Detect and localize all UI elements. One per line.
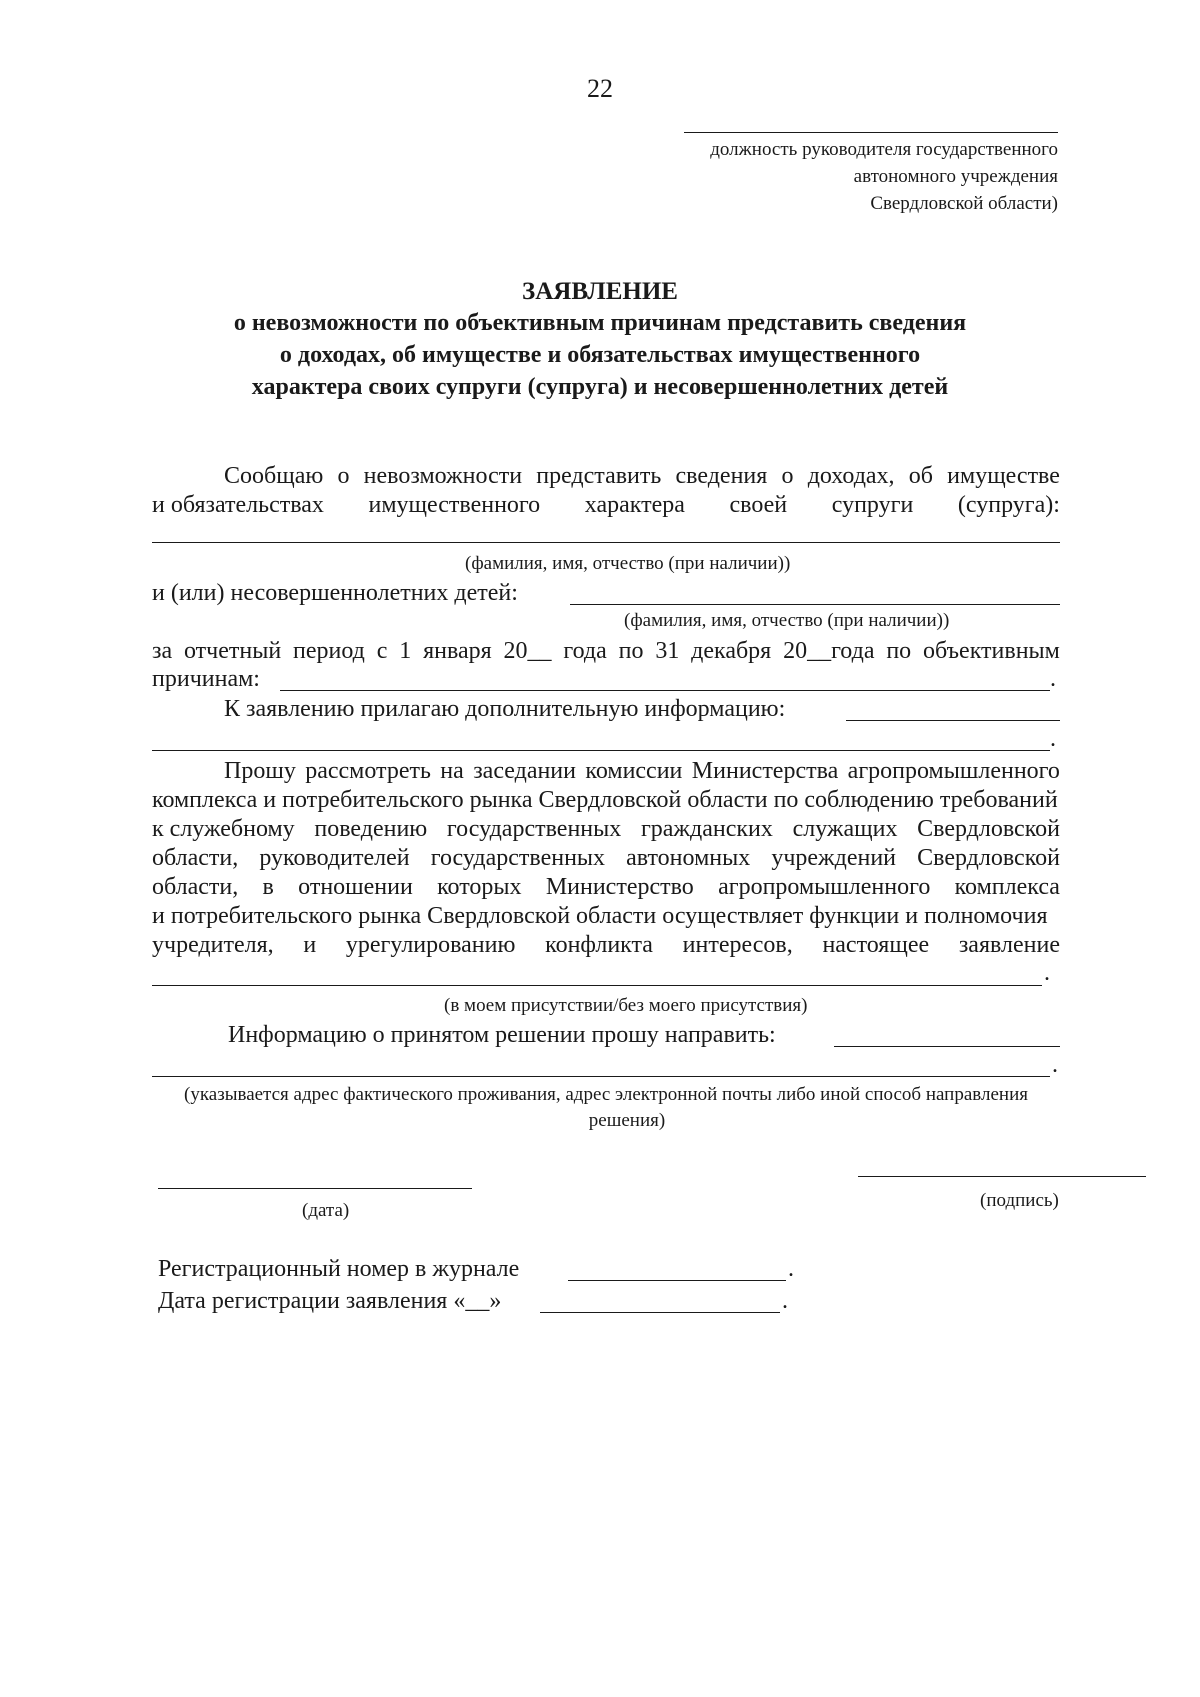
paragraph-line xyxy=(224,463,1060,490)
paragraph-word: Свердловской xyxy=(917,845,1060,871)
paragraph-word: агропромышленного xyxy=(718,874,931,900)
paragraph-word: с xyxy=(376,638,388,664)
line-end-dot: . xyxy=(1044,960,1050,986)
paragraph-line xyxy=(152,816,1060,843)
line-end-dot: . xyxy=(1050,726,1056,752)
addressee-blank-line[interactable] xyxy=(684,132,1058,133)
paragraph-word: к служебному xyxy=(152,816,295,842)
paragraph-word: гражданских xyxy=(640,816,773,842)
paragraph-word: области, xyxy=(152,845,239,871)
paragraph-word: руководителей xyxy=(259,845,410,871)
paragraph-line xyxy=(152,903,1060,930)
info-label: Информацию о принятом решении прошу направить: xyxy=(228,1022,776,1048)
line-end-dot: . xyxy=(1052,1052,1058,1078)
paragraph-word: служащих xyxy=(792,816,898,842)
field-caption: (фамилия, имя, отчество (при наличии)) xyxy=(465,553,791,574)
paragraph-word: характера xyxy=(584,492,685,518)
field-caption: (фамилия, имя, отчество (при наличии)) xyxy=(624,610,950,631)
document-subtitle: характера своих супруги (супруга) и несовершеннолетних детей xyxy=(251,374,949,400)
attach-field[interactable] xyxy=(846,720,1060,721)
paragraph-word: 1 xyxy=(399,638,412,664)
info-field[interactable] xyxy=(834,1046,1060,1047)
paragraph-line xyxy=(152,787,1060,814)
page-number: 22 xyxy=(587,74,613,103)
paragraph-word: Прошу xyxy=(224,758,296,784)
reasons-label: причинам: xyxy=(152,666,260,692)
paragraph-word: невозможности xyxy=(363,463,523,489)
paragraph-word: имущественного xyxy=(368,492,541,518)
paragraph-word: в xyxy=(262,874,274,900)
line-end-dot: . xyxy=(782,1288,788,1314)
paragraph-word: Министерства xyxy=(691,758,839,784)
paragraph-word: интересов, xyxy=(682,932,793,958)
paragraph-word: объективным xyxy=(923,638,1060,664)
children-label: и (или) несовершеннолетних детей: xyxy=(152,580,518,606)
paragraph-line xyxy=(224,758,1060,785)
paragraph-word: государственных xyxy=(430,845,606,871)
paragraph-word: представить xyxy=(536,463,662,489)
paragraph-word: урегулированию xyxy=(345,932,516,958)
paragraph-word: заявление xyxy=(958,932,1060,958)
paragraph-word: об xyxy=(908,463,933,489)
paragraph-word: и xyxy=(303,932,317,958)
paragraph-word: период xyxy=(293,638,365,664)
line-end-dot: . xyxy=(788,1256,794,1282)
registration-date-field[interactable] xyxy=(540,1312,780,1313)
paragraph-word: 20__года xyxy=(783,638,875,664)
field-caption: (указывается адрес фактического проживания, адрес электронной почты либо иной способ направления xyxy=(184,1084,1028,1105)
addressee-line: автономного учреждения xyxy=(853,166,1058,187)
paragraph-word: супруги xyxy=(831,492,914,518)
paragraph-word: 31 xyxy=(655,638,680,664)
field-caption: (дата) xyxy=(302,1200,350,1221)
paragraph-word: декабря xyxy=(691,638,772,664)
line-end-dot: . xyxy=(1050,666,1056,692)
paragraph-text: и потребительского рынка Свердловской области осуществляет функции и полномочия xyxy=(152,903,1048,929)
paragraph-word: поведению xyxy=(314,816,428,842)
spouse-name-field[interactable] xyxy=(152,542,1060,543)
paragraph-word: рассмотреть xyxy=(305,758,431,784)
document-subtitle: о невозможности по объективным причинам представить сведения xyxy=(233,310,967,336)
paragraph-word: (супруга): xyxy=(957,492,1060,518)
paragraph-word: которых xyxy=(437,874,522,900)
journal-label: Регистрационный номер в журнале xyxy=(158,1256,520,1282)
paragraph-word: отчетный xyxy=(183,638,282,664)
paragraph-word: автономных xyxy=(626,845,751,871)
paragraph-word: заседании xyxy=(473,758,576,784)
addressee-line: Свердловской области) xyxy=(870,193,1058,214)
paragraph-line xyxy=(152,874,1060,901)
children-name-field[interactable] xyxy=(570,604,1060,605)
signature-field[interactable] xyxy=(858,1176,1146,1177)
field-caption: решения) xyxy=(588,1110,666,1131)
paragraph-word: по xyxy=(886,638,912,664)
paragraph-word: по xyxy=(618,638,644,664)
paragraph-line xyxy=(152,932,1060,959)
paragraph-word: сведения xyxy=(675,463,768,489)
reasons-field[interactable] xyxy=(280,690,1050,691)
paragraph-word: имуществе xyxy=(947,463,1060,489)
addressee-block xyxy=(710,136,1058,217)
attach-field-continued[interactable] xyxy=(152,750,1050,751)
document-subtitle: о доходах, об имуществе и обязательствах имущественного xyxy=(279,342,921,368)
paragraph-word: Министерство xyxy=(545,874,694,900)
paragraph-word: Свердловской xyxy=(917,816,1060,842)
paragraph-word: о xyxy=(781,463,794,489)
paragraph-word: 20__ xyxy=(503,638,552,664)
field-caption: (подпись) xyxy=(980,1190,1059,1211)
paragraph-line xyxy=(152,492,1060,519)
field-caption: (в моем присутствии/без моего присутствия) xyxy=(444,995,808,1016)
paragraph-word: своей xyxy=(729,492,788,518)
paragraph-word: за xyxy=(152,638,173,664)
registration-date-label: Дата регистрации заявления «__» xyxy=(158,1288,502,1314)
paragraph-word: отношении xyxy=(298,874,413,900)
paragraph-line xyxy=(152,638,1060,665)
addressee-line: должность руководителя государственного xyxy=(710,139,1058,160)
paragraph-word: Сообщаю xyxy=(224,463,324,489)
paragraph-word: настоящее xyxy=(822,932,930,958)
date-field[interactable] xyxy=(158,1188,472,1189)
paragraph-word: и обязательствах xyxy=(152,492,324,518)
paragraph-word: агропромышленного xyxy=(847,758,1060,784)
paragraph-word: доходах, xyxy=(807,463,895,489)
paragraph-word: учредителя, xyxy=(152,932,274,958)
journal-number-field[interactable] xyxy=(568,1280,786,1281)
attach-label: К заявлению прилагаю дополнительную информацию: xyxy=(224,696,786,722)
paragraph-word: области, xyxy=(152,874,239,900)
paragraph-word: о xyxy=(337,463,350,489)
paragraph-word: на xyxy=(440,758,464,784)
document-title: ЗАЯВЛЕНИЕ xyxy=(522,278,678,305)
paragraph-word: государственных xyxy=(446,816,622,842)
paragraph-word: учреждений xyxy=(771,845,897,871)
paragraph-word: комплекса xyxy=(954,874,1060,900)
paragraph-word: января xyxy=(423,638,492,664)
paragraph-word: конфликта xyxy=(545,932,653,958)
paragraph-line xyxy=(152,845,1060,872)
paragraph-text: комплекса и потребительского рынка Свердловской области по соблюдению требований xyxy=(152,787,1058,813)
paragraph-word: комиссии xyxy=(585,758,683,784)
paragraph-word: года xyxy=(563,638,607,664)
info-field-continued[interactable] xyxy=(152,1076,1050,1077)
presence-field[interactable] xyxy=(152,985,1042,986)
